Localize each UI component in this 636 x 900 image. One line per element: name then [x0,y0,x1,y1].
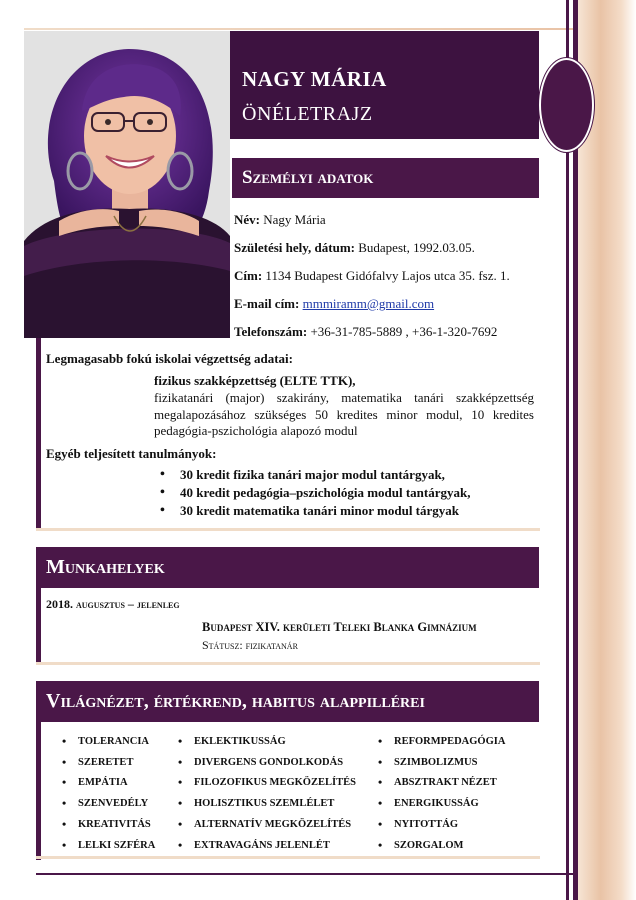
education-label: Legmagasabb fokú iskolai végzettség adatai: [46,351,293,366]
list-item: • 40 kredit pedagógia–pszichológia modul tantárgyak, [160,484,470,502]
section-header-values: Világnézet, értékrend, habitus alappillérei [36,681,539,722]
list-item: • ALTERNATÍV MEGKÖZELÍTÉS [178,814,356,835]
list-item: • SZIMBOLIZMUS [378,752,505,773]
list-item: • EKLEKTIKUSSÁG [178,731,356,752]
personal-row-email [234,296,434,312]
list-item: • FILOZOFIKUS MEGKÖZELÍTÉS [178,773,356,794]
field-label: Cím: [234,268,263,283]
portrait-illustration [24,31,230,338]
field-label: E-mail cím: [234,296,300,311]
list-item: • LELKI SZFÉRA [62,835,155,856]
email-link[interactable]: mmmiramm@gmail.com [302,296,435,311]
list-item: • SZORGALOM [378,835,505,856]
personal-row-address [234,268,510,284]
work-date: 2018. augusztus – jelenleg [46,597,180,611]
field-value: Budapest, 1992.03.05. [358,240,475,255]
list-item: • EXTRAVAGÁNS JELENLÉT [178,835,356,856]
values-column-3 [378,731,505,856]
list-item: • HOLISZTIKUS SZEMLÉLET [178,793,356,814]
list-item: • REFORMPEDAGÓGIA [378,731,505,752]
values-column-2 [178,731,356,856]
section-header-personal: Személyi adatok [232,158,539,198]
field-label: Születési hely, dátum: [234,240,355,255]
work-status: Státusz: fizikatanár [202,638,298,652]
section-left-bar [36,338,41,528]
values-column-1 [62,731,155,856]
list-item: • SZENVEDÉLY [62,793,155,814]
other-studies-label: Egyéb teljesített tanulmányok: [46,446,217,461]
top-divider [24,28,584,30]
decorative-oval [539,58,594,152]
list-item: • ABSZTRAKT NÉZET [378,773,505,794]
list-item: • ENERGIKUSSÁG [378,793,505,814]
list-item: • NYITOTTÁG [378,814,505,835]
list-item: • SZERETET [62,752,155,773]
education-description: fizikatanári (major) szakirány, matematika tanári szakképzettség megalapozásához szükséges 50 kredites minor modul, 10 kredites pedagógia-pszichológia alapozó modul [154,390,534,438]
list-item: • DIVERGENS GONDOLKODÁS [178,752,356,773]
bottom-divider [36,873,576,875]
field-value: 1134 Budapest Gidófalvy Lajos utca 35. fsz. 1. [265,268,510,283]
list-item: • 30 kredit matematika tanári minor modul tárgyak [160,502,470,520]
work-place: Budapest XIV. kerületi Teleki Blanka Gimnázium [202,620,477,634]
document-subtitle: ÖNÉLETRAJZ [242,103,373,125]
section-divider [36,856,540,859]
field-label: Telefonszám: [234,324,308,339]
field-label: Név: [234,212,260,227]
personal-row-birth [234,240,475,256]
field-value: +36-31-785-5889 , +36-1-320-7692 [310,324,498,339]
education-degree: fizikus szakképzettség (ELTE TTK), [154,373,356,388]
section-divider [36,662,540,665]
field-value: Nagy Mária [263,212,326,227]
section-left-bar [36,722,41,860]
list-item: • 30 kredit fizika tanári major modul tantárgyak, [160,466,470,484]
list-item: • KREATIVITÁS [62,814,155,835]
list-item: • TOLERANCIA [62,731,155,752]
list-item: • EMPÁTIA [62,773,155,794]
section-header-work: Munkahelyek [36,547,539,588]
title-block [230,31,539,139]
personal-row-name [234,212,326,228]
section-left-bar [36,588,41,663]
profile-photo [24,31,230,338]
section-divider [36,528,540,531]
person-name: NAGY MÁRIA [242,67,387,91]
personal-row-phone [234,324,497,340]
other-studies-list [160,466,470,520]
